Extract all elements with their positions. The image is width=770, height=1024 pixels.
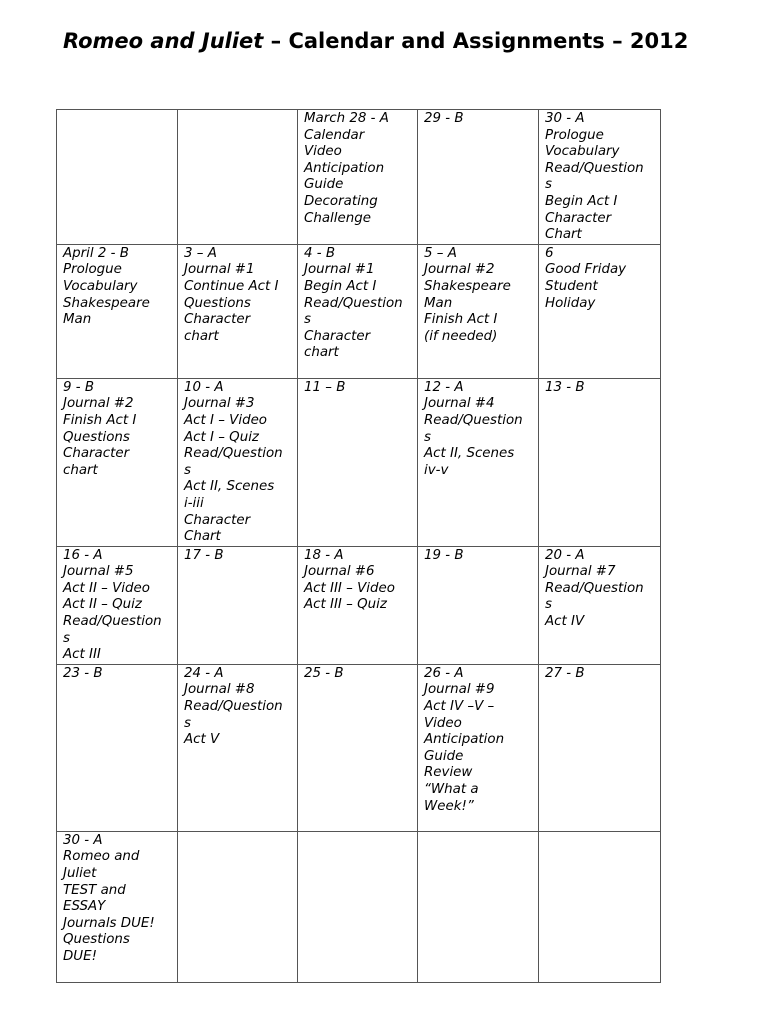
assignment-line: Decorating [304,193,378,209]
day-heading: 10 - A [184,379,224,395]
day-heading: 29 - B [424,111,464,126]
calendar-empty-cell [57,110,178,245]
day-heading: 16 - A [63,547,103,563]
calendar-week-row [57,546,661,664]
calendar-table [56,109,661,983]
play-title: Romeo and Juliet [63,29,264,53]
calendar-day-cell [418,110,539,245]
assignment-line: Journal #2 [424,262,495,278]
calendar-day-cell [57,244,178,378]
day-heading: 23 - B [63,665,103,681]
calendar-day-cell [418,244,539,378]
assignment-line: Act III [63,647,101,663]
assignment-line: s [184,715,191,731]
calendar-day-cell [298,244,418,378]
assignment-line: s [63,630,70,646]
assignment-line: Anticipation [304,160,385,176]
assignment-line: Read/Question [63,614,162,630]
day-heading: 13 - B [545,379,585,395]
assignment-line: Act IV –V – [424,699,495,715]
calendar-day-cell [539,110,661,245]
assignment-line: Journal #8 [184,682,255,698]
assignment-line: Act I – Quiz [184,429,259,445]
calendar-empty-cell [298,831,418,982]
assignment-line: Man [63,312,92,328]
assignment-line: Journal #4 [424,396,495,412]
assignment-line: Shakespeare [63,295,150,311]
calendar-day-cell [418,546,539,664]
assignment-line: Journal #9 [424,682,495,698]
calendar-week-row [57,664,661,831]
assignment-line: Character [184,512,251,528]
assignment-line: ESSAY [63,899,106,915]
calendar-empty-cell [178,110,298,245]
day-heading: April 2 - B [63,245,129,261]
day-heading: 9 - B [63,379,95,395]
calendar-day-cell [539,546,661,664]
calendar-day-cell [57,378,178,546]
assignment-line: Anticipation [424,732,505,748]
assignment-line: Read/Question [424,412,523,428]
assignment-line: Read/Question [184,446,283,462]
assignment-line: Holiday [545,295,596,311]
day-heading: 12 - A [424,379,464,395]
assignment-line: Read/Question [304,295,403,311]
assignment-line: Questions [63,429,130,445]
day-heading: 19 - B [424,547,464,563]
assignment-line: Guide [304,177,344,193]
calendar-day-cell [298,378,418,546]
assignment-line: Journal #1 [304,262,375,278]
calendar-day-cell [539,664,661,831]
day-heading: 18 - A [304,547,344,563]
assignment-line: Calendar [304,127,365,143]
assignment-line: Juliet [63,866,97,882]
assignment-line: Questions [63,932,130,948]
assignment-line: Act V [184,732,220,748]
assignment-line: Act I – Video [184,412,267,428]
calendar-day-cell [57,831,178,982]
day-heading: 5 – A [424,245,457,261]
calendar-empty-cell [539,831,661,982]
assignment-line: Chart [184,529,221,545]
assignment-line: Act II – Quiz [63,597,142,613]
assignment-line: Journal #7 [545,564,616,580]
day-heading: 24 - A [184,665,224,681]
assignment-line: Read/Question [545,160,644,176]
assignment-line: s [424,429,431,445]
day-heading: 30 - A [63,832,103,848]
assignment-line: Read/Question [545,580,644,596]
calendar-week-row [57,378,661,546]
assignment-line: Finish Act I [63,412,137,428]
assignment-line: Challenge [304,210,371,226]
assignment-line: Review [424,765,473,781]
assignment-line: Questions [184,295,251,311]
assignment-line: Journal #3 [184,396,255,412]
assignment-line: “What a [424,782,479,797]
calendar-day-cell [298,546,418,664]
assignment-line: Character [545,210,612,226]
calendar-day-cell [539,244,661,378]
calendar-week-row [57,831,661,982]
assignment-line: Act IV [545,614,585,630]
assignment-line: Continue Act I [184,278,279,294]
assignment-line: Video [304,144,342,160]
assignment-line: Act II – Video [63,580,150,596]
assignment-line: Begin Act I [545,193,618,209]
assignment-line: s [545,177,552,193]
calendar-week-row [57,110,661,245]
day-heading: 20 - A [545,547,585,563]
assignment-line: i-iii [184,495,204,511]
day-heading: 27 - B [545,665,585,681]
assignment-line: Act III – Video [304,580,395,596]
day-heading: 3 – A [184,245,217,261]
assignment-line: s [545,597,552,613]
day-heading: March 28 - A [304,111,389,126]
assignment-line: Act II, Scenes [184,479,275,495]
day-heading: 11 – B [304,379,346,395]
assignment-line: Journals DUE! [63,915,155,931]
calendar-day-cell [57,664,178,831]
assignment-line: s [184,462,191,478]
calendar-day-cell [178,546,298,664]
day-heading: 6 [545,245,554,261]
calendar-week-row [57,244,661,378]
assignment-line: iv-v [424,462,449,478]
assignment-line: Begin Act I [304,278,377,294]
calendar-empty-cell [178,831,298,982]
assignment-line: TEST and [63,882,126,898]
assignment-line: Man [424,295,453,311]
calendar-day-cell [539,378,661,546]
assignment-line: Finish Act I [424,312,498,328]
day-heading: 25 - B [304,665,344,681]
assignment-line: Journal #5 [63,564,134,580]
assignment-line: Character [184,312,251,328]
title-rest: – Calendar and Assignments – 2012 [263,29,689,53]
assignment-line: chart [304,345,339,361]
calendar-day-cell [298,110,418,245]
assignment-line: s [304,312,311,328]
assignment-line: chart [63,462,98,478]
assignment-line: Shakespeare [424,278,511,294]
day-heading: 17 - B [184,547,224,563]
assignment-line: Character [304,328,371,344]
assignment-line: Read/Question [184,699,283,715]
assignment-line: Journal #1 [184,262,255,278]
calendar-day-cell [418,378,539,546]
assignment-line: Journal #6 [304,564,375,580]
assignment-line: Character [63,446,130,462]
calendar-day-cell [178,664,298,831]
assignment-line: Chart [545,227,582,243]
assignment-line: Good Friday [545,262,627,278]
assignment-line: Romeo and [63,849,140,865]
assignment-line: Prologue [545,127,604,143]
assignment-line: Guide [424,748,464,764]
assignment-line: chart [184,328,219,344]
day-heading: 26 - A [424,665,464,681]
calendar-day-cell [57,546,178,664]
assignment-line: Act II, Scenes [424,446,515,462]
calendar-day-cell [298,664,418,831]
calendar-empty-cell [418,831,539,982]
calendar-day-cell [418,664,539,831]
calendar-day-cell [178,378,298,546]
assignment-line: Act III – Quiz [304,597,387,613]
assignment-line: Student [545,278,598,294]
day-heading: 30 - A [545,111,585,126]
assignment-line: Vocabulary [545,144,620,160]
day-heading: 4 - B [304,245,336,261]
assignment-line: Video [424,715,462,731]
assignment-line: Week!” [424,798,474,814]
assignment-line: Prologue [63,262,122,278]
assignment-line: Journal #2 [63,396,134,412]
page-title [63,28,713,55]
calendar-day-cell [178,244,298,378]
assignment-line: (if needed) [424,328,498,344]
assignment-line: Vocabulary [63,278,138,294]
assignment-line: DUE! [63,949,97,964]
